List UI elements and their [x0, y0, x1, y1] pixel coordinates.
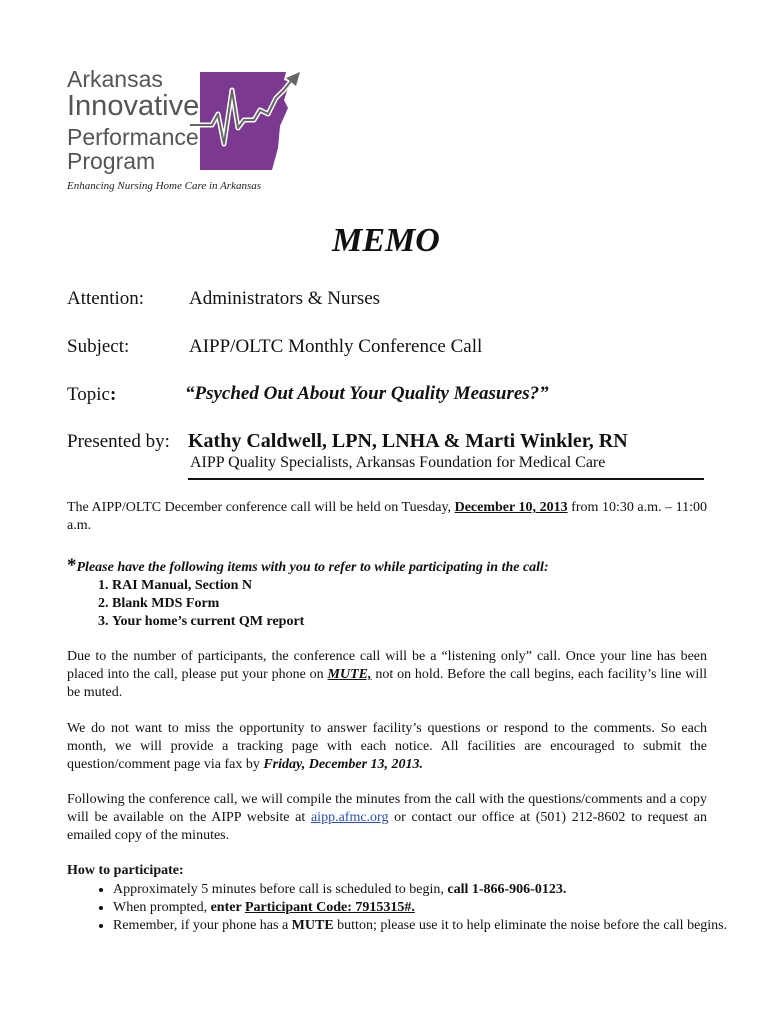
- list-item: • Remember, if your phone has a MUTE button; please use it to help eliminate the noise before the call begins.: [113, 917, 733, 935]
- aipp-website-link[interactable]: aipp.afmc.org: [310, 810, 389, 825]
- call-date: December 10, 2013: [454, 500, 568, 515]
- arkansas-state-logo-icon: [188, 70, 306, 174]
- how-to-heading: How to participate:: [67, 863, 184, 878]
- presented-by-label: Presented by:: [67, 431, 170, 452]
- list-item: 2. Blank MDS Form: [112, 595, 304, 613]
- mute-paragraph: Due to the number of participants, the conference call will be a “listening only” call. Once your line has been placed into the call, please put your phone on MUTE, not on hold. Before the call begins, each facility’s line will be muted.: [67, 649, 707, 700]
- topic-label: Topic:: [67, 384, 117, 405]
- header-divider: [188, 478, 704, 480]
- subject-value: AIPP/OLTC Monthly Conference Call: [189, 336, 483, 357]
- list-item: 3. Your home’s current QM report: [112, 613, 304, 631]
- logo-line-performance: Performance: [67, 124, 199, 150]
- how-to-list: [67, 881, 733, 935]
- mute-emphasis: MUTE,: [327, 667, 372, 682]
- presenter-affiliation: AIPP Quality Specialists, Arkansas Foundation for Medical Care: [190, 454, 606, 471]
- logo-line-program: Program: [67, 148, 156, 174]
- required-items-list: [67, 577, 304, 631]
- list-item: • When prompted, enter Participant Code: 7915315#.: [113, 899, 733, 917]
- topic-value: “Psyched Out About Your Quality Measures?”: [185, 383, 549, 404]
- attention-value: Administrators & Nurses: [189, 288, 381, 309]
- logo-line-arkansas: Arkansas: [67, 66, 163, 92]
- intro-paragraph: The AIPP/OLTC December conference call will be held on Tuesday, December 10, 2013 from 10:30 a.m. – 11:00 a.m.: [67, 500, 707, 533]
- memo-title: MEMO: [332, 222, 440, 259]
- items-intro: *Please have the following items with you to refer to while participating in the call:: [67, 555, 549, 576]
- subject-label: Subject:: [67, 336, 130, 357]
- logo-tagline: Enhancing Nursing Home Care in Arkansas: [67, 180, 262, 192]
- logo-line-innovative: Innovative: [67, 90, 200, 122]
- presenter-names: Kathy Caldwell, LPN, LNHA & Marti Winkler, RN: [188, 430, 628, 452]
- attention-label: Attention:: [67, 288, 145, 309]
- list-item: 1. RAI Manual, Section N: [112, 577, 304, 595]
- minutes-paragraph: Following the conference call, we will compile the minutes from the call with the questions/comments and a copy will be available on the AIPP website at aipp.afmc.org or contact our office at (501) 212-8602 to request an emailed copy of the minutes.: [67, 792, 707, 843]
- questions-paragraph: We do not want to miss the opportunity to answer facility’s questions or respond to the comments. So each month, we will provide a tracking page with each notice. All facilities are encouraged to submit the question/comment page via fax by Friday, December 13, 2013.: [67, 721, 707, 772]
- list-item: • Approximately 5 minutes before call is scheduled to begin, call 1-866-906-0123.: [113, 881, 733, 899]
- participant-code: Participant Code: 7915315#.: [244, 900, 415, 915]
- submission-deadline: Friday, December 13, 2013.: [263, 757, 424, 772]
